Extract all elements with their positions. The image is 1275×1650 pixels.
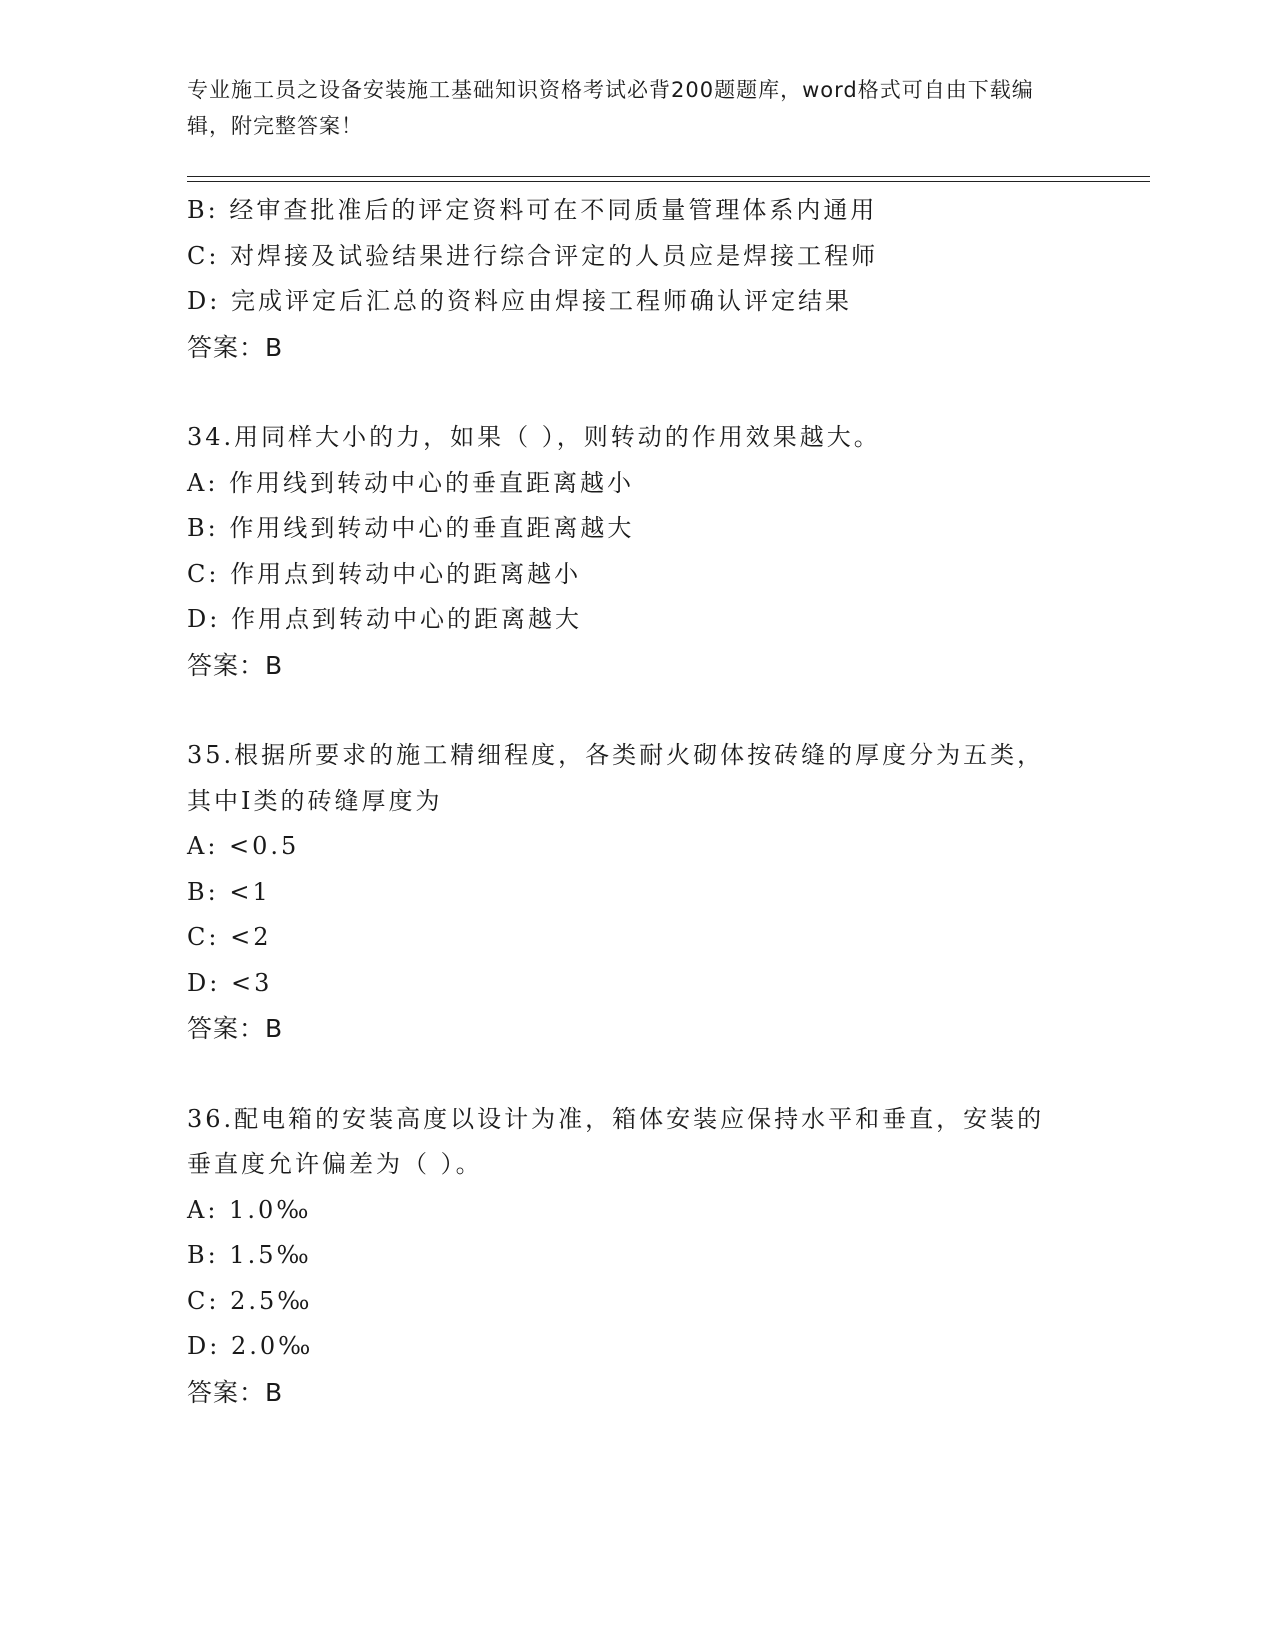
option-c: C: 2.5‰ [187,1286,313,1315]
question-stem: 36.配电箱的安装高度以设计为准，箱体安装应保持水平和垂直，安装的垂直度允许偏差为（ ）。 [187,1104,1045,1178]
document-header: 专业施工员之设备安装施工基础知识资格考试必背200题题库，word格式可自由下载编辑，附完整答案！ [187,78,1034,138]
answer-line: 答案：B [187,1014,284,1043]
question-36 [187,1097,1087,1416]
option-d: D: 2.0‰ [187,1332,314,1360]
question-stem: 35.根据所要求的施工精细程度，各类耐火砌体按砖缝的厚度分为五类，其中Ⅰ类的砖缝厚度为 [187,741,1045,815]
option-b: B: <1 [187,877,271,906]
question-35 [187,733,1087,1052]
option-d: D: <3 [187,968,273,997]
option-b: B: 1.5‰ [187,1241,312,1269]
option-b: B: 经审查批准后的评定资料可在不同质量管理体系内通用 [187,196,878,224]
option-d: D: 作用点到转动中心的距离越大 [187,605,582,633]
option-a: A: 1.0‰ [187,1195,312,1224]
answer-line: 答案：B [187,650,284,680]
previous-question-tail [187,188,1087,370]
option-c: C: <2 [187,923,272,951]
option-a: A: <0.5 [187,832,300,860]
option-a: A: 作用线到转动中心的垂直距离越小 [187,468,635,497]
answer-line: 答案：B [187,332,284,362]
option-b: B: 作用线到转动中心的垂直距离越大 [187,514,635,542]
header-rule-bottom [187,181,1150,182]
option-c: C: 作用点到转动中心的距离越小 [187,559,582,588]
question-stem: 34.用同样大小的力，如果（ ），则转动的作用效果越大。 [187,423,881,451]
option-d: D: 完成评定后汇总的资料应由焊接工程师确认评定结果 [187,287,852,315]
header-rule-top [187,176,1150,177]
question-list [187,188,1087,1415]
answer-line: 答案：B [187,1377,284,1407]
question-34 [187,415,1087,688]
option-c: C: 对焊接及试验结果进行综合评定的人员应是焊接工程师 [187,241,879,270]
